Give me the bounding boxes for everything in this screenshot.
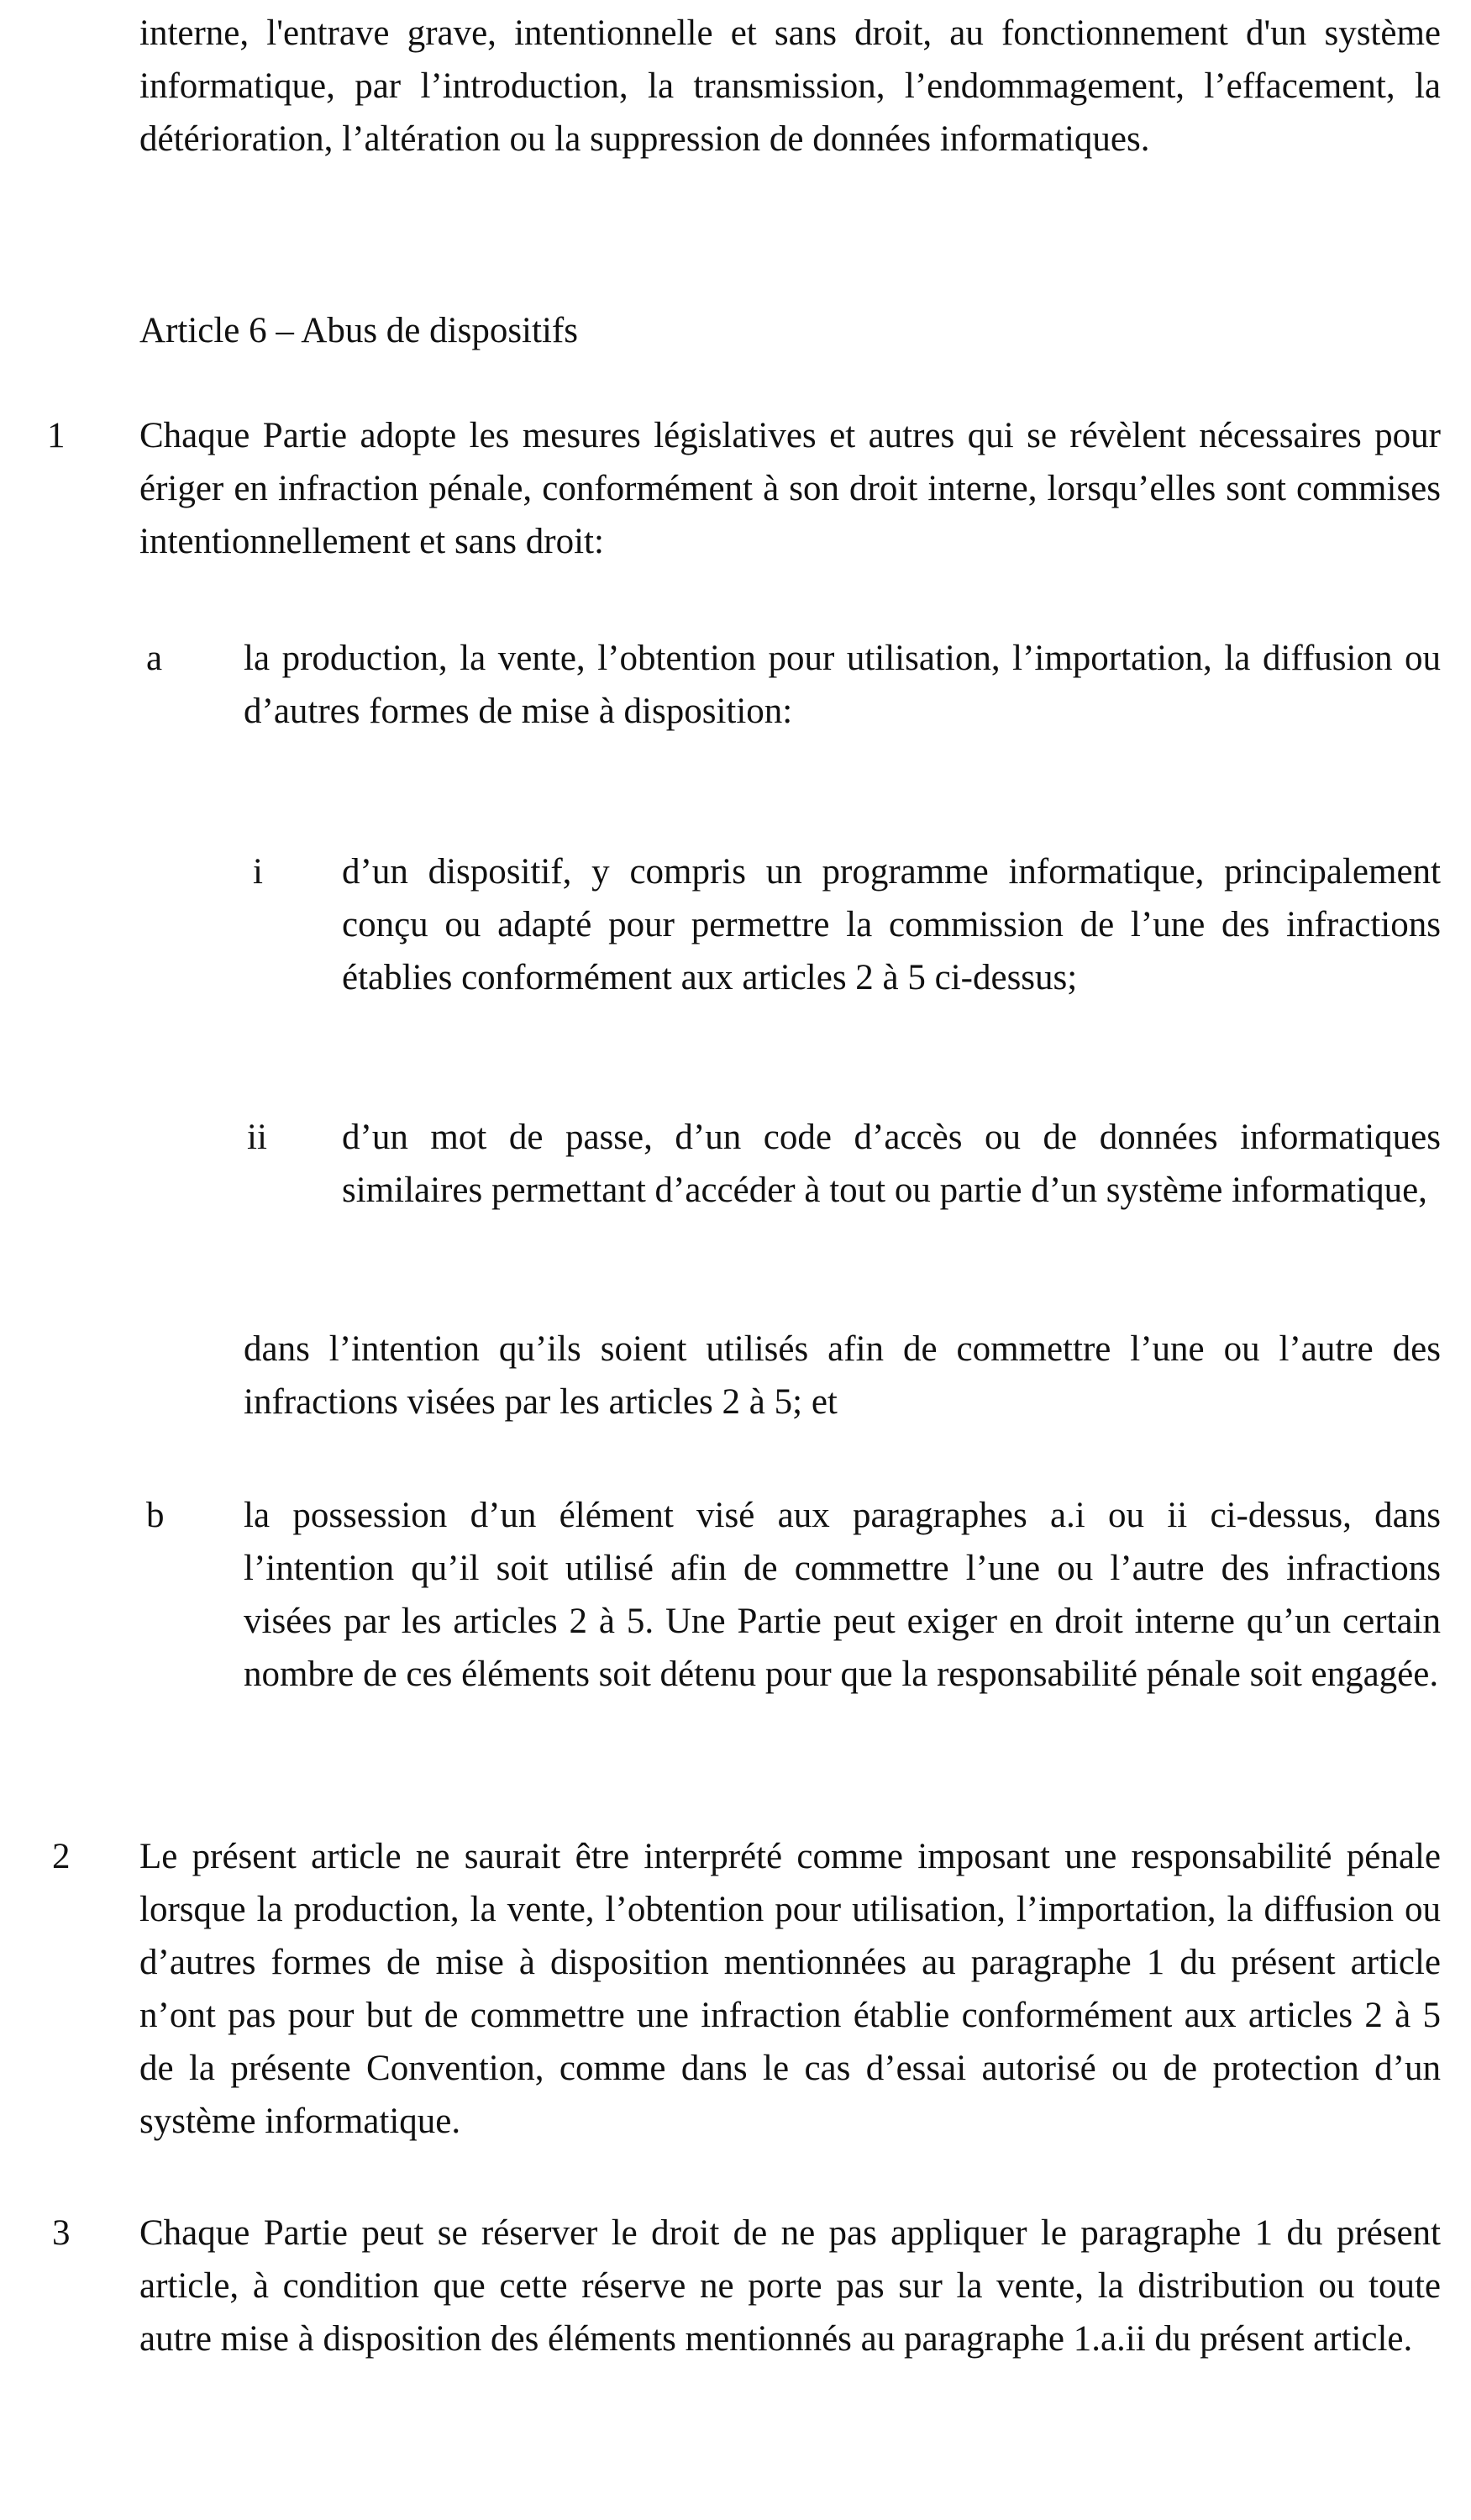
sub-item-ii-numeral: ii (247, 1118, 267, 1157)
paragraph-1-text: Chaque Partie adopte les mesures législatives et autres qui se révèlent nécessaires pour ériger en infraction pénale, conformément à son droit interne, lorsqu’elles sont commises intentionnellement et sans droit: (139, 416, 1441, 561)
intro-paragraph: interne, l'entrave grave, intentionnelle et sans droit, au fonctionnement d'un système informatique, par l’introduction, la transmission, l’endommagement, l’effacement, la détérioration, l’altération ou la suppression de données informatiques. (139, 13, 1441, 159)
paragraph-2-text: Le présent article ne saurait être interprété comme imposant une responsabilité pénale lorsque la production, la vente, l’obtention pour utilisation, l’importation, la diffusion ou d’autres formes de mise à disposition mentionnées au paragraphe 1 du présent article n’ont pas pour but de commettre une infraction établie conformément aux articles 2 à 5 de la présente Convention, comme dans le cas d’essai autorisé ou de protection d’un système informatique. (139, 1837, 1441, 2141)
paragraph-3-text: Chaque Partie peut se réserver le droit de ne pas appliquer le paragraphe 1 du présent article, à condition que cette réserve ne porte pas sur la vente, la distribution ou toute autre mise à disposition des éléments mentionnés au paragraphe 1.a.ii du présent article. (139, 2213, 1441, 2359)
sub-item-i-numeral: i (253, 852, 263, 892)
item-b-letter: b (146, 1496, 165, 1535)
item-b-text: la possession d’un élément visé aux paragraphes a.i ou ii ci-dessus, dans l’intention qu’il soit utilisé afin de commettre l’une ou l’autre des infractions visées par les articles 2 à 5. Une Partie peut exiger en droit interne qu’un certain nombre de ces éléments soit détenu pour que la responsabilité pénale soit engagée. (244, 1496, 1441, 1694)
paragraph-1-number: 1 (47, 416, 66, 455)
sub-item-ii-text: d’un mot de passe, d’un code d’accès ou de données informatiques similaires permettant d’accéder à tout ou partie d’un système informatique, (342, 1118, 1441, 1210)
paragraph-2-number: 2 (52, 1837, 71, 1876)
item-a-letter: a (146, 639, 163, 678)
article-title: Article 6 – Abus de dispositifs (139, 311, 578, 350)
item-a-text: la production, la vente, l’obtention pour utilisation, l’importation, la diffusion ou d’autres formes de mise à disposition: (244, 639, 1441, 731)
item-a-continuation: dans l’intention qu’ils soient utilisés afin de commettre l’une ou l’autre des infractions visées par les articles 2 à 5; et (244, 1329, 1441, 1422)
paragraph-3-number: 3 (52, 2213, 71, 2253)
sub-item-i-text: d’un dispositif, y compris un programme informatique, principalement conçu ou adapté pour permettre la commission de l’une des infractions établies conformément aux articles 2 à 5 ci-dessus; (342, 852, 1441, 997)
